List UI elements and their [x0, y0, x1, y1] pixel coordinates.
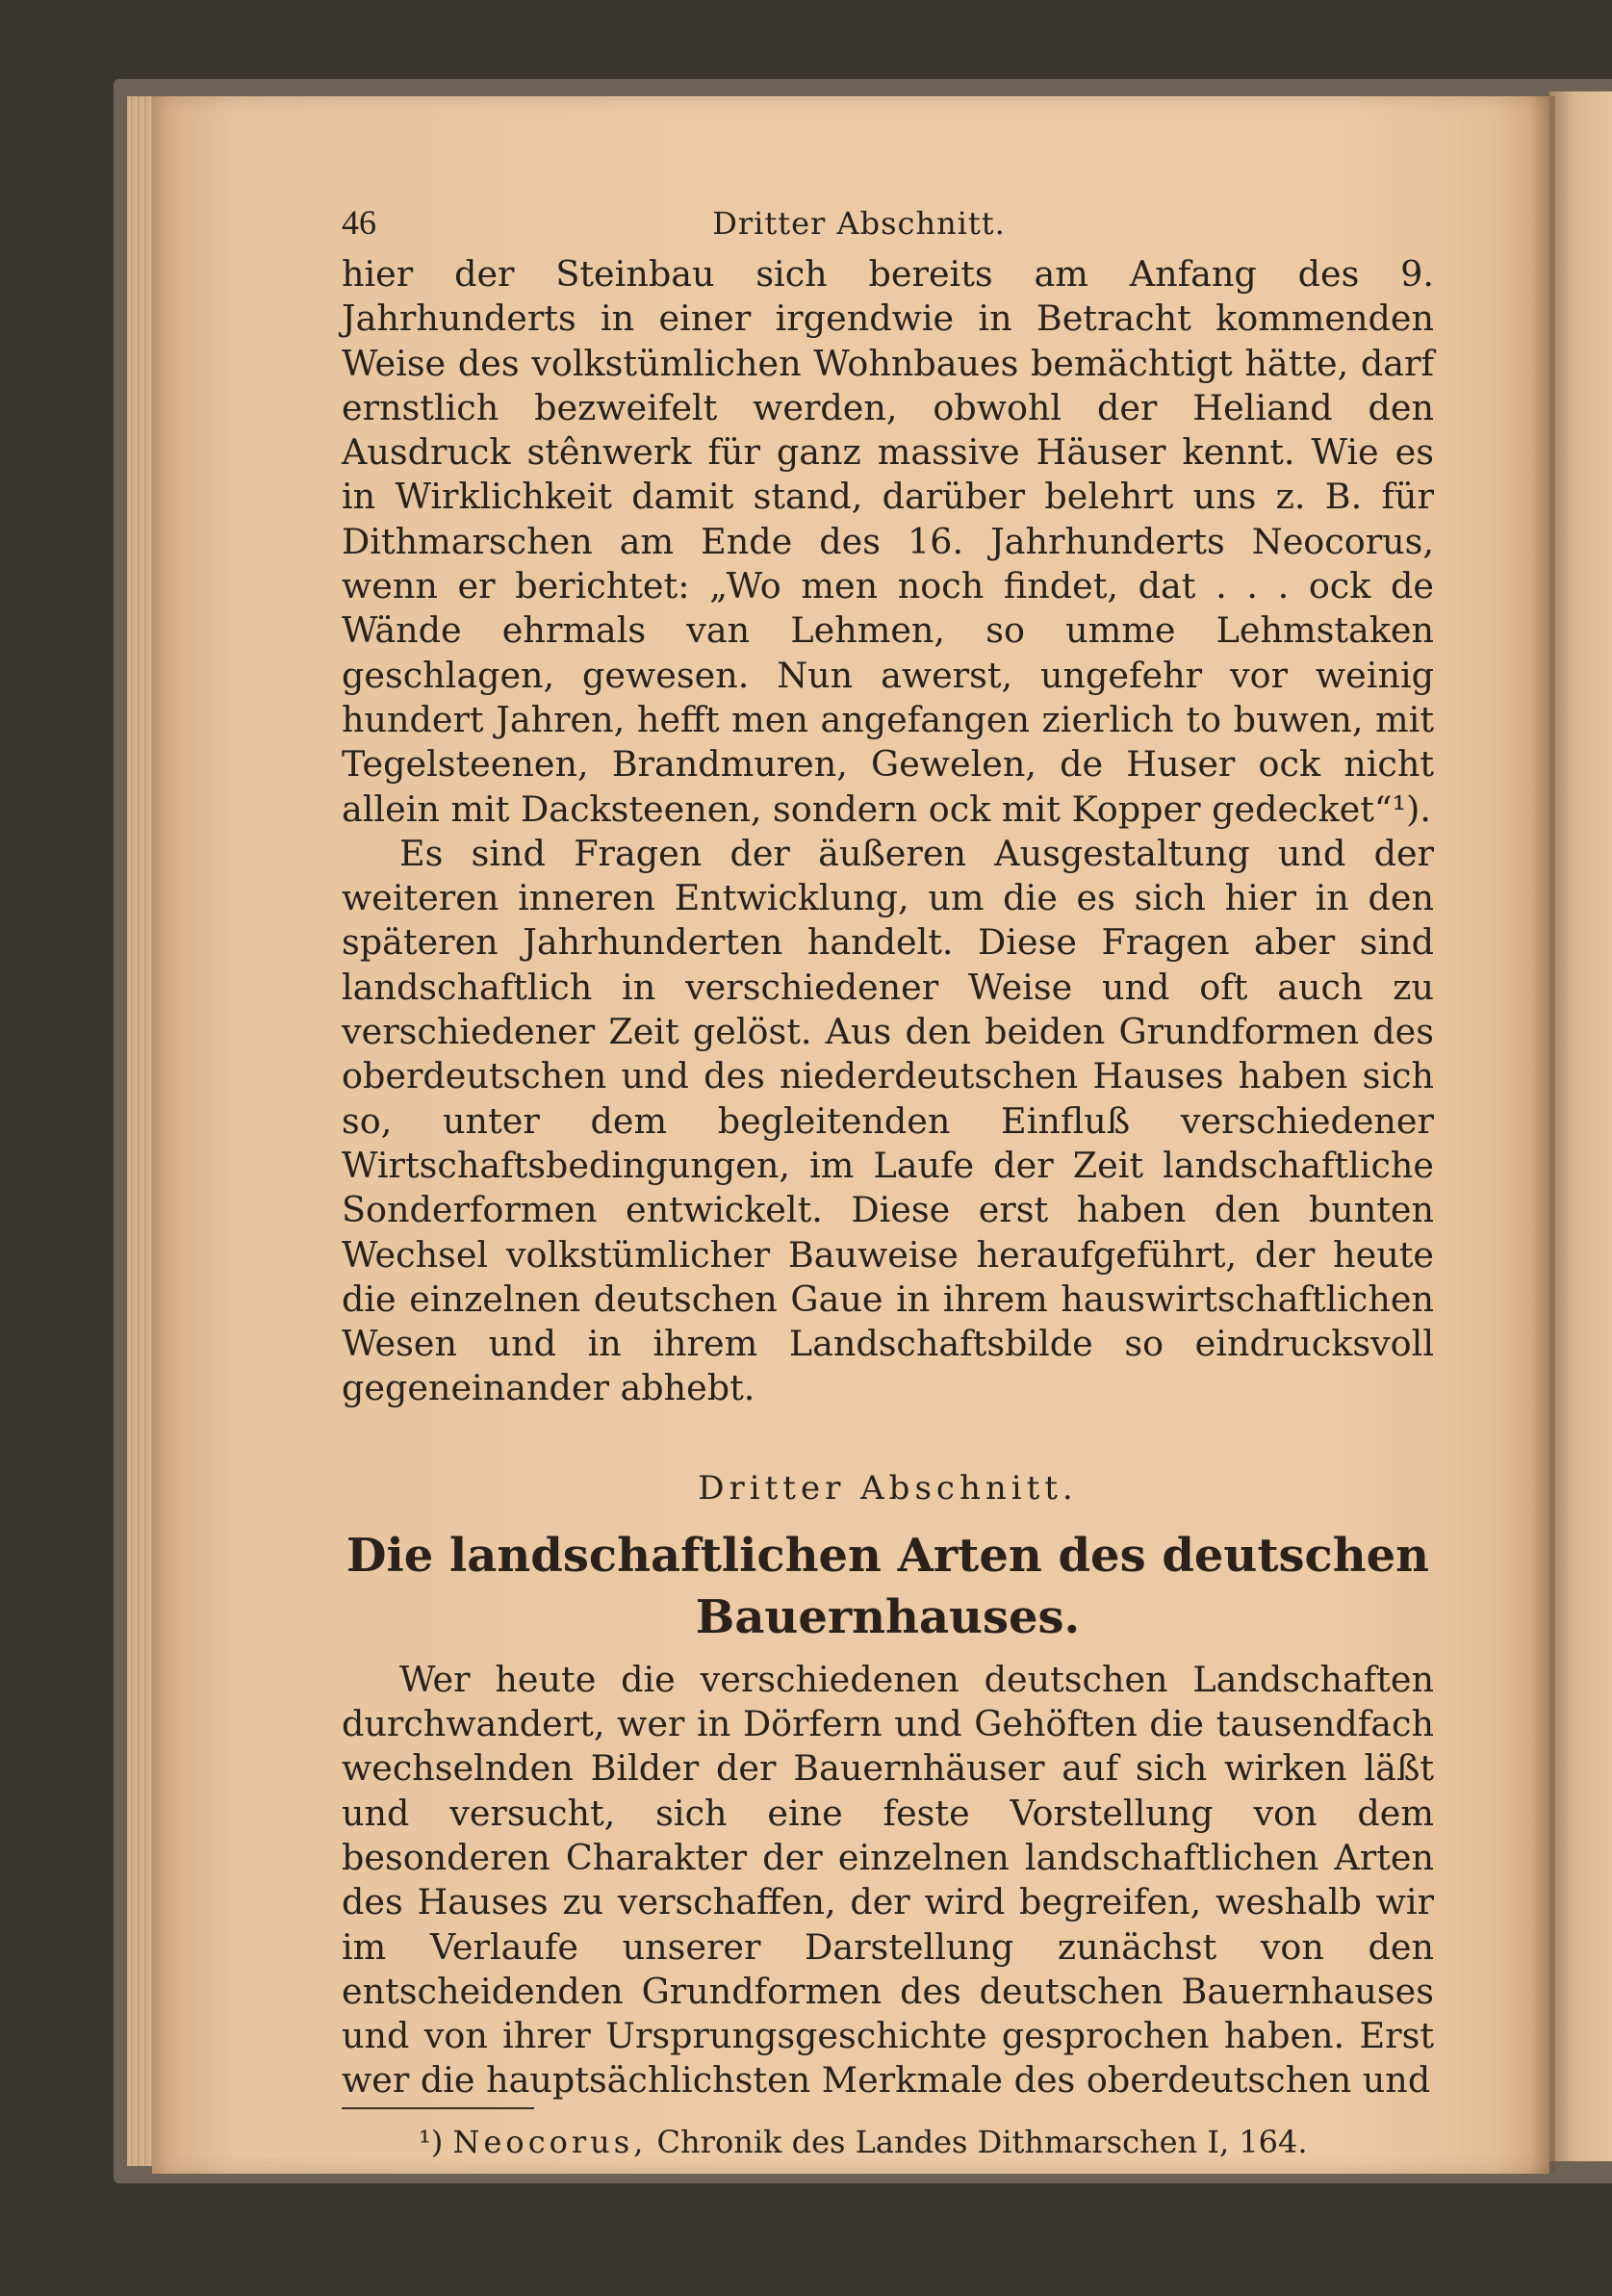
- chapter-title: [342, 1525, 1434, 1648]
- paragraph-3: Wer heute die verschiedenen deutschen Landschaften durchwandert, wer in Dörfern und Gehöften die tausendfach wechselnden Bilder der Bauernhäuser auf sich wirken läßt und versucht, sich eine feste Vorstellung von dem besonderen Charakter der einzelnen landschaftlichen Arten des Hauses zu verschaffen, der wird begreifen, weshalb wir im Verlaufe unserer Darstellung zunächst von den entscheidenden Grundformen des deutschen Bauernhauses und von ihrer Ursprungsgeschichte gesprochen haben. Erst wer die hauptsächlichsten Merkmale des oberdeutschen und: [342, 1658, 1434, 2102]
- footnote: [342, 2123, 1434, 2161]
- footnote-rule: [342, 2107, 534, 2109]
- chapter-title-line-2: Bauernhauses.: [695, 1589, 1081, 1644]
- footnote-text: Chronik des Landes Dithmarschen I, 164.: [656, 2123, 1308, 2160]
- chapter-title-line-1: Die landschaftlichen Arten des deutschen: [345, 1528, 1430, 1583]
- footnote-author: Neocorus,: [452, 2123, 648, 2160]
- next-page-edge: [1549, 91, 1612, 2161]
- running-title: Dritter Abschnitt.: [712, 205, 1006, 242]
- section-label: Dritter Abschnitt.: [698, 1468, 1078, 1508]
- paragraph-2: Es sind Fragen der äußeren Ausgestaltung und der weiteren inneren Entwicklung, um die es sich hier in den späteren Jahrhunderten handelt. Diese Fragen aber sind landschaftlich in verschiedener Weise und oft auch zu verschiedener Zeit gelöst. Aus den beiden Grundformen des oberdeutschen und des niederdeutschen Hauses haben sich so, unter dem begleitenden Einfluß verschiedener Wirtschaftsbedingungen, im Laufe der Zeit landschaftliche Sonderformen entwickelt. Diese erst haben den bunten Wechsel volkstümlicher Bauweise heraufgeführt, der heute die einzelnen deutschen Gaue in ihrem hauswirtschaftlichen Wesen und in ihrem Landschaftsbilde so eindrucksvoll gegeneinander abhebt.: [342, 832, 1434, 1409]
- page-gutter: [1530, 96, 1555, 2174]
- paragraph-1: hier der Steinbau sich bereits am Anfang des 9. Jahrhunderts in einer irgendwie in Betracht kommenden Weise des volkstümlichen Wohnbaues bemächtigt hätte, darf ernstlich bezweifelt werden, obwohl der Heliand den Ausdruck stênwerk für ganz massive Häuser kennt. Wie es in Wirklichkeit damit stand, darüber belehrt uns z. B. für Dithmarschen am Ende des 16. Jahrhunderts Neocorus, wenn er berichtet: „Wo men noch findet, dat . . . ock de Wände ehrmals van Lehmen, so umme Lehmstaken geschlagen, gewesen. Nun awerst, ungefehr vor weinig hundert Jahren, hefft men angefangen zierlich to buwen, mit Tegelsteenen, Brandmuren, Gewelen, de Huser ock nicht allein mit Dacksteenen, sondern ock mit Kopper gedecket“¹).: [342, 253, 1434, 830]
- running-head: [342, 202, 1434, 252]
- page-number: 46: [342, 203, 376, 242]
- footnote-marker: ¹): [419, 2123, 444, 2160]
- page-text-block: [342, 202, 1434, 2161]
